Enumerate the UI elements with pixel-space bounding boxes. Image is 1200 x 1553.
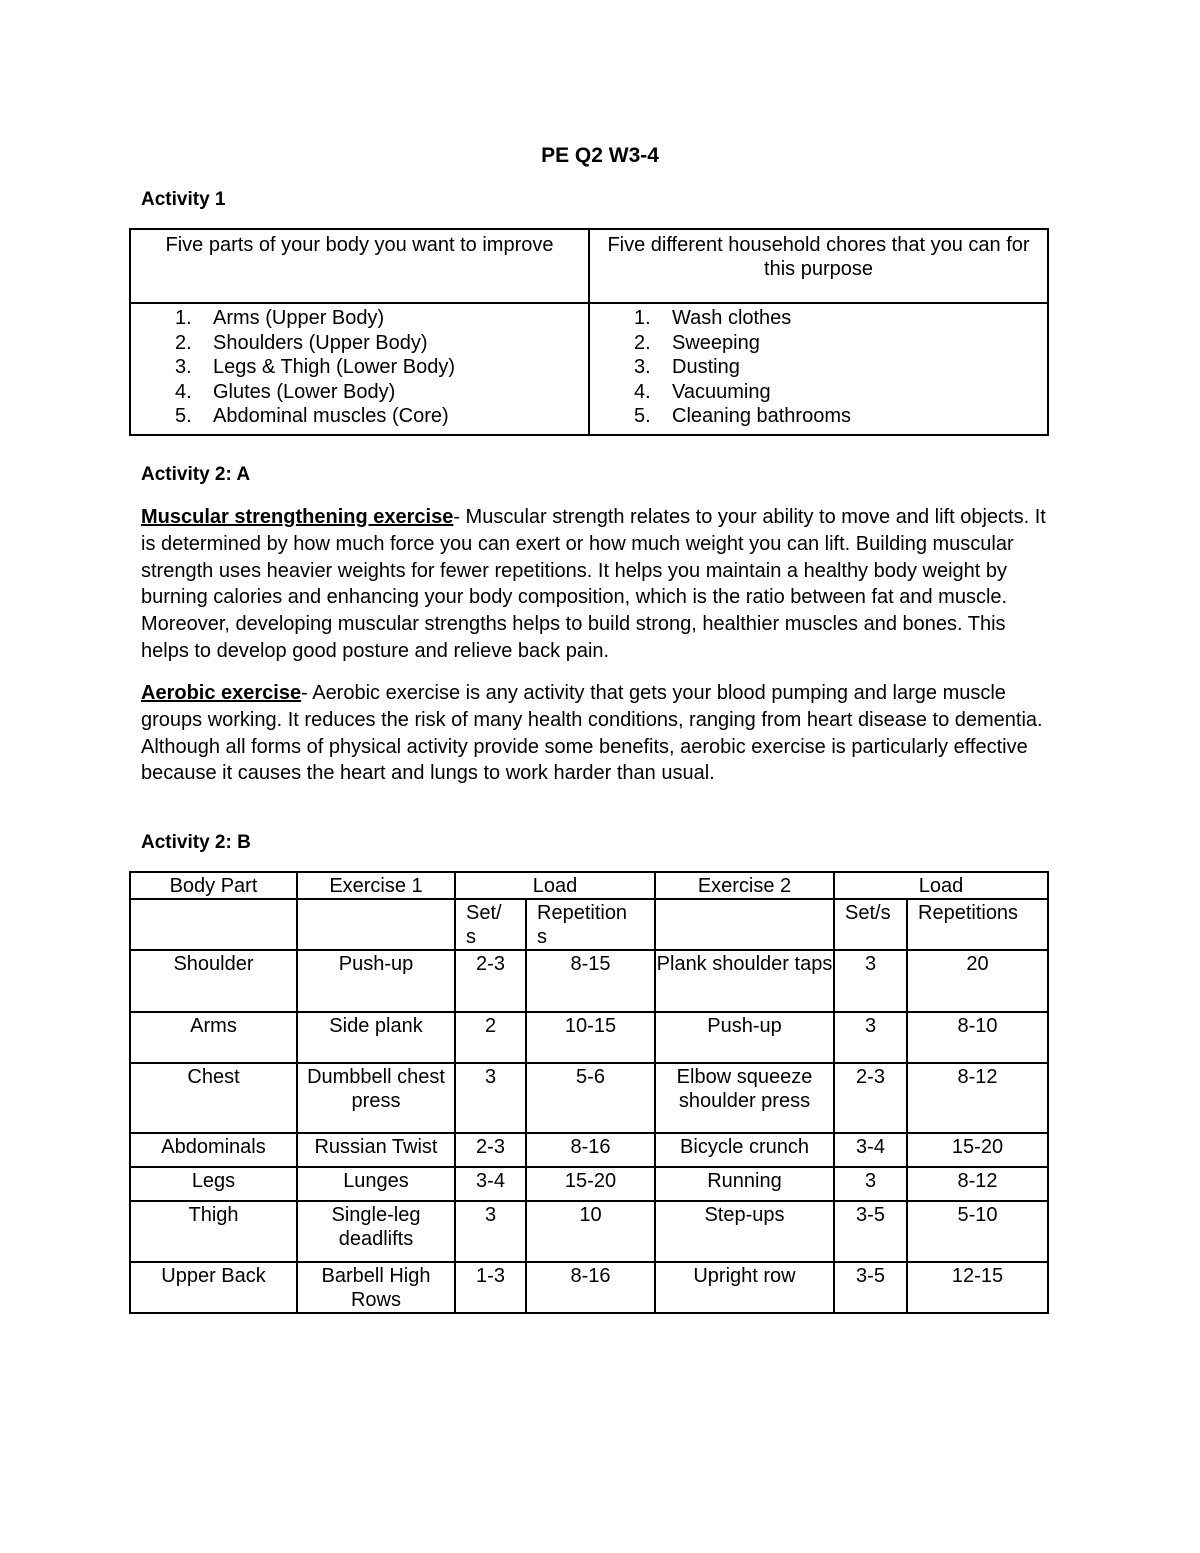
table-row (130, 1262, 1048, 1313)
cell-sets1: 3 (455, 1201, 526, 1262)
cell-ex1: Side plank (297, 1012, 455, 1063)
list-item: 1. Arms (Upper Body) (175, 307, 385, 329)
cell-ex2: Plank shoulder taps (655, 950, 834, 1012)
header-blank (655, 899, 834, 950)
cell-reps1: 15-20 (526, 1167, 655, 1201)
muscular-text: - Muscular strength relates to your ability to move and lift objects. It is determined by how much force you can exert or how much weight you can lift. Building muscular strength uses heavier weights for fewer repetitions. It helps you maintain a healthy body weight by burning calories and enhancing your body composition, which is the ratio between fat and muscle. Moreover, developing muscular strengths helps to build strong, healthier muscles and bones. This helps to develop good posture and relieve back pain. (141, 506, 1046, 662)
header-sets2: Set/s (834, 899, 907, 950)
cell-sets1: 2 (455, 1012, 526, 1063)
cell-reps1: 10 (526, 1201, 655, 1262)
header-blank (130, 899, 297, 950)
table-row (130, 1201, 1048, 1262)
chores-cell (589, 303, 1048, 435)
cell-sets2: 3-5 (834, 1201, 907, 1262)
body-parts-cell (130, 303, 589, 435)
table-row (130, 1063, 1048, 1133)
cell-sets1: 3 (455, 1063, 526, 1133)
cell-part: Abdominals (130, 1133, 297, 1167)
list-item: 4. Glutes (Lower Body) (175, 380, 396, 403)
list-item: 5. Abdominal muscles (Core) (175, 405, 449, 428)
table-row (130, 1133, 1048, 1167)
cell-ex2: Running (655, 1167, 834, 1201)
header-load2: Load (834, 872, 1048, 899)
header-exercise2: Exercise 2 (655, 872, 834, 899)
header-body-part: Body Part (130, 872, 297, 899)
cell-reps2: 8-12 (907, 1167, 1048, 1201)
activity1-header-body-parts: Five parts of your body you want to improve (130, 229, 589, 303)
document-title: PE Q2 W3-4 (541, 144, 659, 167)
header-load1: Load (455, 872, 655, 899)
cell-ex2: Step-ups (655, 1201, 834, 1262)
activity1-table (129, 228, 1049, 436)
cell-reps2: 15-20 (907, 1133, 1048, 1167)
cell-ex1: Push-up (297, 950, 455, 1012)
table-row (130, 1012, 1048, 1063)
cell-ex1: Dumbbell chest press (297, 1063, 455, 1133)
cell-ex1: Barbell High Rows (297, 1262, 455, 1313)
activity2b-heading: Activity 2: B (141, 832, 251, 853)
cell-part: Legs (130, 1167, 297, 1201)
cell-part: Arms (130, 1012, 297, 1063)
activity1-header-chores: Five different household chores that you can for this purpose (589, 229, 1048, 303)
table-row (130, 1167, 1048, 1201)
list-item: 3. Legs & Thigh (Lower Body) (175, 356, 455, 379)
body-parts-list (139, 306, 580, 429)
cell-ex1: Lunges (297, 1167, 455, 1201)
cell-sets2: 3 (834, 1012, 907, 1063)
cell-reps1: 8-16 (526, 1262, 655, 1313)
cell-sets2: 3-5 (834, 1262, 907, 1313)
cell-sets2: 3 (834, 1167, 907, 1201)
cell-sets1: 2-3 (455, 1133, 526, 1167)
aerobic-text: - Aerobic exercise is any activity that gets your blood pumping and large muscle groups working. It reduces the risk of many health conditions, ranging from heart disease to dementia. Although all forms of physical activity provide some benefits, aerobic exercise is particularly effective because it causes the heart and lungs to work harder than usual. (141, 682, 1043, 785)
cell-reps2: 12-15 (907, 1262, 1048, 1313)
header-blank (297, 899, 455, 950)
cell-ex1: Russian Twist (297, 1133, 455, 1167)
muscular-paragraph (141, 504, 1046, 665)
cell-reps1: 10-15 (526, 1012, 655, 1063)
cell-part: Thigh (130, 1201, 297, 1262)
activity2b-table (129, 871, 1049, 1314)
list-item: 2. Sweeping (634, 331, 760, 354)
cell-part: Shoulder (130, 950, 297, 1012)
cell-reps1: 8-15 (526, 950, 655, 1012)
list-item: 5. Cleaning bathrooms (634, 405, 851, 428)
cell-reps2: 8-12 (907, 1063, 1048, 1133)
header-sets1: Set/ s (455, 899, 526, 950)
list-item: 4. Vacuuming (634, 380, 771, 403)
list-item: 3. Dusting (634, 356, 740, 379)
cell-part: Upper Back (130, 1262, 297, 1313)
cell-reps1: 8-16 (526, 1133, 655, 1167)
cell-sets1: 3-4 (455, 1167, 526, 1201)
table-row (130, 950, 1048, 1012)
cell-sets2: 3-4 (834, 1133, 907, 1167)
cell-ex2: Elbow squeeze shoulder press (655, 1063, 834, 1133)
cell-sets1: 1-3 (455, 1262, 526, 1313)
aerobic-paragraph (141, 680, 1046, 787)
cell-reps2: 5-10 (907, 1201, 1048, 1262)
cell-reps1: 5-6 (526, 1063, 655, 1133)
muscular-term: Muscular strengthening exercise (141, 506, 454, 528)
header-reps1: Repetition s (526, 899, 655, 950)
aerobic-term: Aerobic exercise (141, 682, 302, 704)
list-item: 2. Shoulders (Upper Body) (175, 331, 428, 354)
cell-ex2: Upright row (655, 1262, 834, 1313)
chores-list (598, 306, 1039, 429)
cell-reps2: 8-10 (907, 1012, 1048, 1063)
cell-sets2: 3 (834, 950, 907, 1012)
cell-ex2: Bicycle crunch (655, 1133, 834, 1167)
cell-sets2: 2-3 (834, 1063, 907, 1133)
header-exercise1: Exercise 1 (297, 872, 455, 899)
cell-sets1: 2-3 (455, 950, 526, 1012)
cell-part: Chest (130, 1063, 297, 1133)
activity1-heading: Activity 1 (141, 189, 226, 210)
cell-ex1: Single-leg deadlifts (297, 1201, 455, 1262)
header-reps2: Repetitions (907, 899, 1048, 950)
cell-reps2: 20 (907, 950, 1048, 1012)
cell-ex2: Push-up (655, 1012, 834, 1063)
list-item: 1. Wash clothes (634, 307, 792, 329)
activity2a-heading: Activity 2: A (141, 464, 251, 485)
